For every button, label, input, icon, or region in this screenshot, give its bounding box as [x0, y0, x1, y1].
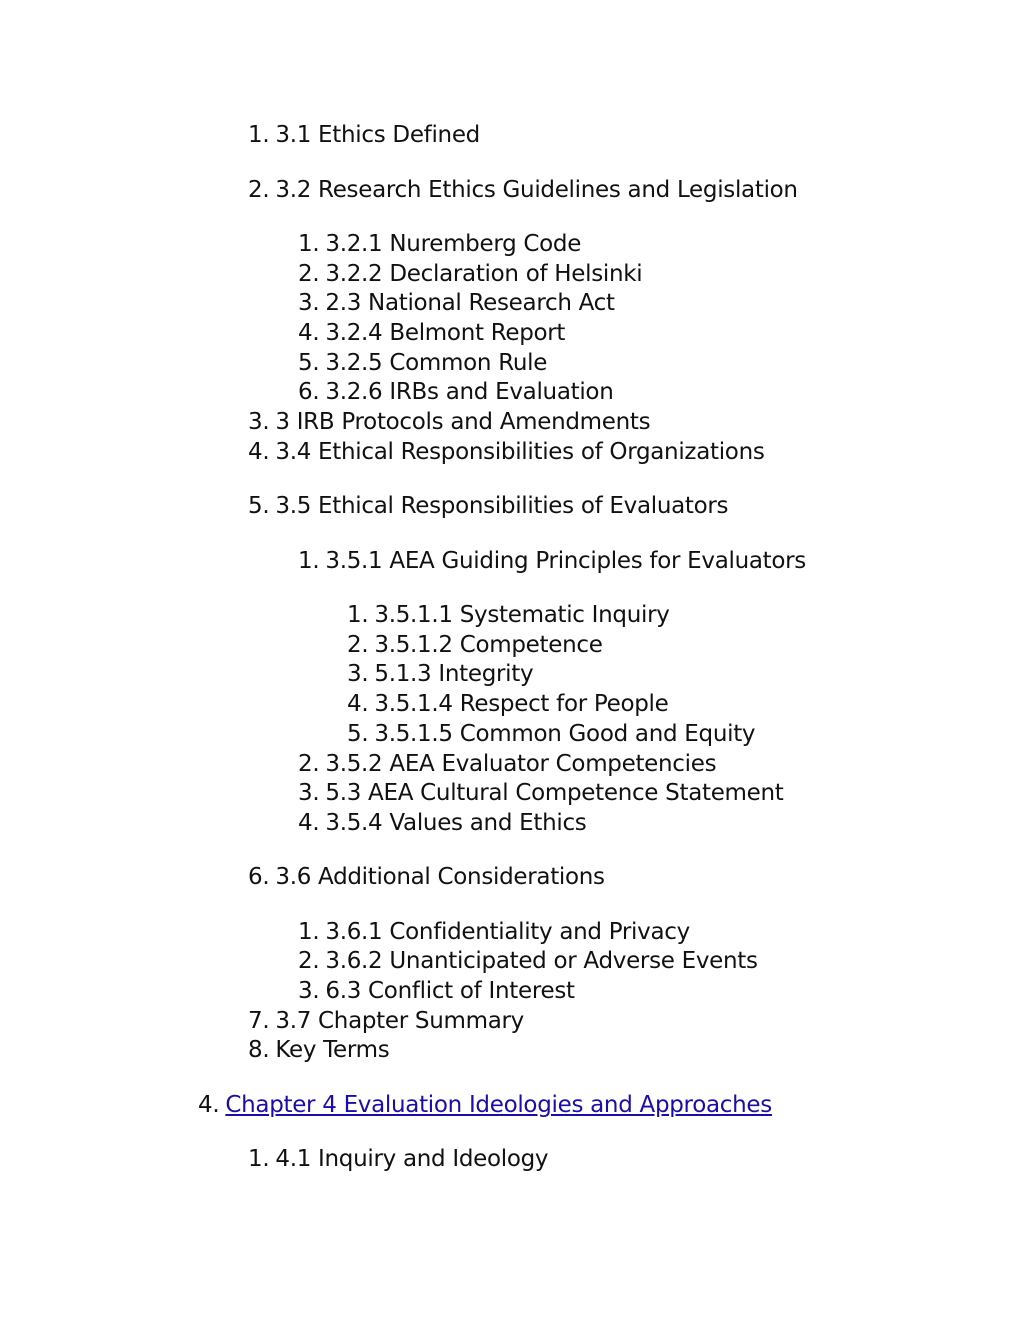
toc-item[interactable]: 4. 3.4 Ethical Responsibilities of Organizations [248, 439, 765, 465]
toc-item[interactable]: 2. 3.6.2 Unanticipated or Adverse Events [298, 948, 758, 974]
toc-item[interactable]: 5. 3.5 Ethical Responsibilities of Evaluators [248, 493, 729, 519]
toc-item[interactable]: 3. 5.1.3 Integrity [347, 661, 534, 687]
toc-item[interactable]: 2. 3.2.2 Declaration of Helsinki [298, 261, 643, 287]
chapter-4-link[interactable]: Chapter 4 Evaluation Ideologies and Approaches [225, 1092, 772, 1118]
toc-item[interactable]: 4. 3.5.1.4 Respect for People [347, 691, 669, 717]
toc-item[interactable]: 1. 3.2.1 Nuremberg Code [298, 231, 582, 257]
toc-item-chapter-4: 4. Chapter 4 Evaluation Ideologies and Approaches [198, 1092, 772, 1118]
toc-item[interactable]: 5. 3.5.1.5 Common Good and Equity [347, 721, 756, 747]
toc-item[interactable]: 3. 6.3 Conflict of Interest [298, 978, 575, 1004]
toc-item[interactable]: 2. 3.5.1.2 Competence [347, 632, 603, 658]
toc-item[interactable]: 1. 3.5.1.1 Systematic Inquiry [347, 602, 670, 628]
toc-item[interactable]: 1. 3.6.1 Confidentiality and Privacy [298, 919, 690, 945]
toc-item[interactable]: 3. 3 IRB Protocols and Amendments [248, 409, 651, 435]
toc-item[interactable]: 6. 3.6 Additional Considerations [248, 864, 605, 890]
toc-item[interactable]: 4. 3.5.4 Values and Ethics [298, 810, 587, 836]
toc-item[interactable]: 6. 3.2.6 IRBs and Evaluation [298, 379, 614, 405]
toc-item[interactable]: 1. 3.1 Ethics Defined [248, 122, 480, 148]
toc-item[interactable]: 4. 3.2.4 Belmont Report [298, 320, 566, 346]
toc-item[interactable]: 1. 3.5.1 AEA Guiding Principles for Evaluators [298, 548, 806, 574]
toc-item[interactable]: 3. 5.3 AEA Cultural Competence Statement [298, 780, 784, 806]
toc-item[interactable]: 3. 2.3 National Research Act [298, 290, 615, 316]
toc-item[interactable]: 7. 3.7 Chapter Summary [248, 1008, 524, 1034]
toc-item[interactable]: 2. 3.2 Research Ethics Guidelines and Legislation [248, 177, 798, 203]
toc-item[interactable]: 1. 4.1 Inquiry and Ideology [248, 1146, 549, 1172]
toc-item[interactable]: 5. 3.2.5 Common Rule [298, 350, 548, 376]
toc-item[interactable]: 2. 3.5.2 AEA Evaluator Competencies [298, 751, 717, 777]
toc-item[interactable]: 8. Key Terms [248, 1037, 390, 1063]
